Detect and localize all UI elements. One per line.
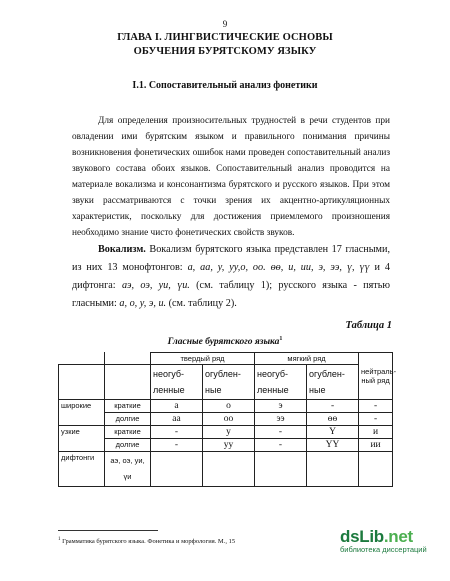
table-cell: - [151,439,203,452]
table-header-row [59,353,393,365]
row-group-diphthongs: дифтонги [59,452,105,487]
table-cell: - [255,426,307,439]
vocalism-label: Вокализм. [98,244,146,255]
table-cell: ҮҮ [307,439,359,452]
header-soft-row: мягкий ряд [255,353,359,365]
table-caption [0,336,450,347]
dslib-logo[interactable] [340,527,448,547]
table-row [59,452,393,487]
table-cell: у [203,426,255,439]
header-hard-row: твердый ряд [151,353,255,365]
dslib-logo-domain: .net [383,527,413,546]
footnote-divider [58,530,158,531]
table-caption-footnote-ref: 1 [279,336,283,342]
row-type: краткие [105,426,151,439]
table-cell: э [255,400,307,413]
table-cell: аа [151,413,203,426]
row-type: долгие [105,439,151,452]
table-cell: ээ [255,413,307,426]
paragraph-vocalism [72,241,390,313]
footnote-text: Грамматика бурятского языка. Фонетика и морфология. М., 15 [62,538,236,546]
row-type: краткие [105,400,151,413]
header-neutral-row: нейтраль-ный ряд [359,353,393,400]
table-cell: - [359,400,393,413]
vocalism-text-4: (см. таблицу 2). [166,298,237,309]
table-cell: о [203,400,255,413]
table-row [59,439,393,452]
table-cell [203,452,255,487]
table-label: Таблица 1 [345,320,392,331]
dslib-logo-main: dsLib [340,527,384,546]
table-cell [359,452,393,487]
vocalism-russian-vowels: а, о, у, э, и. [119,298,167,309]
table-cell: и [359,426,393,439]
table-cell: а [151,400,203,413]
subheader-hard-unrounded: неогуб-ленные [151,365,203,400]
subheader-hard-rounded: огублен-ные [203,365,255,400]
table-cell: өө [307,413,359,426]
paragraph1-text: Для определения произносительных трудностей в речи студентов при овладении ими бурятским языком и правильного понимания причины возникновения фонетических ошибок нами проведен сопоставительный анализ звукового состава обоих языков. Сопоставительный анализ проводится на материале вокализма и консонантизма бурятского и русского языков. При этом звуки рассматриваются с точки зрения их акцентно-артикуляционных характеристик, поскольку для достижения приемлемого произношения необходимо знание чисто фонетических свойств звуков. [72,116,390,238]
vocalism-text-3: (см. таблицу 1); русского языка - пятью гласными: [72,280,391,309]
table-cell: оо [203,413,255,426]
table-cell: - [307,400,359,413]
table-cell: уу [203,439,255,452]
table-row [59,426,393,439]
section-title: I.1. Сопоставительный анализ фонетики [132,80,318,91]
table-caption-text: Гласные бурятского языка [167,337,280,348]
table-cell [307,452,359,487]
subheader-soft-rounded: огублен-ные [307,365,359,400]
vowel-table [58,352,397,487]
chapter-title-line1: ГЛАВА I. ЛИНГВИСТИЧЕСКИЕ ОСНОВЫ [117,32,333,43]
table-cell [151,452,203,487]
chapter-title-line2: ОБУЧЕНИЯ БУРЯТСКОМУ ЯЗЫКУ [133,46,317,57]
table-cell: - [255,439,307,452]
row-group-wide: широкие [59,400,105,426]
footnote-marker: 1 [58,537,61,542]
row-group-narrow: узкие [59,426,105,452]
dslib-watermark[interactable] [340,527,448,554]
table-cell [255,452,307,487]
chapter-title [60,31,390,59]
page-number: 9 [222,19,228,29]
vocalism-text-1: Вокализм бурятского языка представлен 17 гласными, из них 13 монофтонгов: [72,244,390,273]
row-diphthong-list: аэ, оэ, уи, үи [105,452,151,487]
vocalism-diphthongs: аэ, оэ, уи, үи. [121,280,190,291]
table-row [59,413,393,426]
row-type: долгие [105,413,151,426]
subheader-soft-unrounded: неогуб-ленные [255,365,307,400]
dslib-subtitle: библиотека диссертаций [340,545,427,554]
table-subheader-row [59,365,393,400]
table-cell: - [151,426,203,439]
paragraph-phonetics-intro [72,113,390,241]
footnote [58,537,235,545]
table-cell: ии [359,439,393,452]
vocalism-text-2: и 4 дифтонга: [72,262,390,291]
table-cell: - [359,413,393,426]
table-row [59,400,393,413]
vocalism-monophthongs: а, аа, у, уу,о, оо. өө, и, ии, э, ээ, ү, үү [187,262,370,273]
table-cell: Ү [307,426,359,439]
